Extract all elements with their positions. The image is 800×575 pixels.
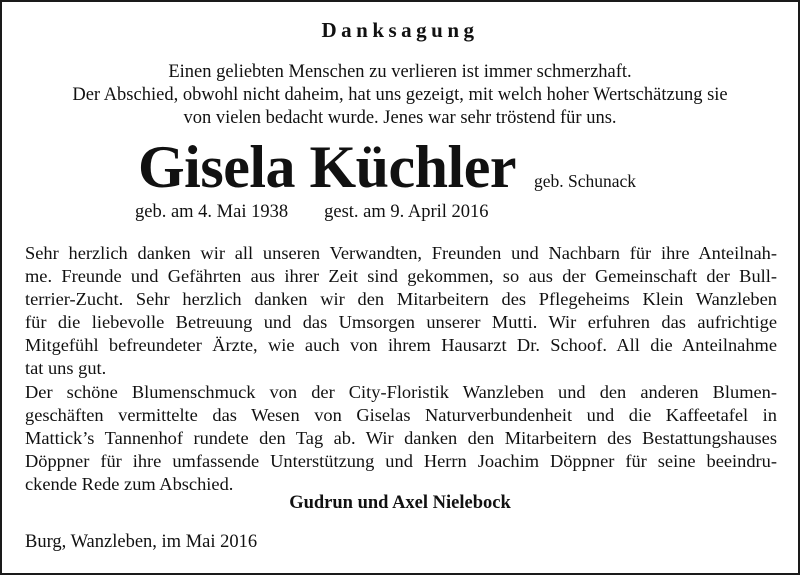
birth-date: geb. am 4. Mai 1938 (135, 202, 289, 222)
body-line: tat uns gut. (25, 358, 107, 379)
body-line: Mitgefühl befreundeter Ärzte, wie auch von ihrem Hausarzt Dr. Schoof. All die Anteilnahme (25, 335, 777, 356)
maiden-name: geb. Schunack (533, 171, 637, 191)
body-line: me. Freunde und Gefährten aus ihrer Zeit sind gekommen, so aus der Gemeinschaft der Bull- (25, 266, 777, 287)
body-line: Sehr herzlich danken wir all unseren Verwandten, Freunden und Nachbarn für ihre Anteilnah- (25, 243, 777, 263)
notice-heading: Danksagung (321, 18, 479, 42)
place-date: Burg, Wanzleben, im Mai 2016 (25, 532, 258, 552)
body-line: terrier-Zucht. Sehr herzlich danken wir den Mitarbeitern des Pflegeheims Klein Wanzleben (25, 289, 777, 310)
deceased-name: Gisela Küchler (138, 134, 516, 200)
life-dates (135, 202, 489, 223)
body-line: Mattick’s Tannenhof rundete den Tag ab. Wir danken den Mitarbeitern des Bestattungshauses (25, 427, 777, 448)
signature: Gudrun und Axel Nielebock (289, 493, 511, 513)
death-date: gest. am 9. April 2016 (324, 202, 489, 222)
body-line: geschäften vermittelte das Wesen von Giselas Naturverbundenheit und die Kaffeetafel in (25, 404, 777, 425)
intro-paragraph (2, 61, 798, 130)
body-line: für die liebevolle Betreuung und das Umsorgen unserer Mutti. Wir erfuhren das aufrichtige (25, 312, 777, 333)
intro-line: Einen geliebten Menschen zu verlieren ist immer schmerzhaft. (168, 62, 632, 82)
deceased-name-row (138, 130, 636, 204)
body-line: Der schöne Blumenschmuck von der City-Floristik Wanzleben und den anderen Blumen- (25, 381, 777, 402)
intro-line: Der Abschied, obwohl nicht daheim, hat uns gezeigt, mit welch hoher Wertschätzung sie (72, 85, 728, 105)
thanks-body (25, 242, 777, 496)
intro-line: von vielen bedacht wurde. Jenes war sehr tröstend für uns. (183, 108, 617, 128)
body-line: Döppner für ihre umfassende Unterstützung und Herrn Joachim Döppner für seine beeindru- (25, 450, 777, 471)
body-line: ckende Rede zum Abschied. (25, 473, 234, 494)
